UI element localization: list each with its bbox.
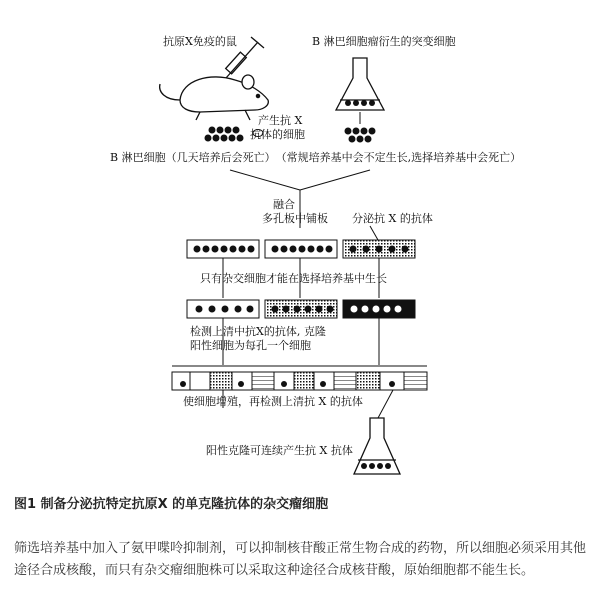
arrow-secrete <box>370 226 378 240</box>
label-grow: 使细胞增殖，再检测上清抗 X 的抗体 <box>183 395 363 408</box>
final-flask-icon <box>354 418 400 474</box>
label-produce: 产生抗 X <box>258 114 303 127</box>
mouse-icon <box>160 75 269 120</box>
label-detect-1: 检测上清中抗X的抗体, 克隆 <box>190 325 326 338</box>
label-mouse: 抗原X免疫的鼠 <box>163 35 237 48</box>
label-hybrid: 只有杂交细胞才能在选择培养基中生长 <box>200 272 387 285</box>
explanation-paragraph: 筛选培养基中加入了氨甲喋呤抑制剂，可以抑制核苷酸正常生物合成的药物，所以细胞必须采用其他途径合成核酸，而只有杂交瘤细胞株可以采取这种途径合成核苷酸，原始细胞都不能生长。 <box>14 541 587 578</box>
label-fuse: 融合 <box>273 198 295 211</box>
culture-flask-icon <box>336 58 384 110</box>
label-detect-2: 阳性细胞为每孔一个细胞 <box>190 339 311 352</box>
label-plate: 多孔板中铺板 <box>262 212 328 225</box>
antibody-cells-left <box>205 127 244 142</box>
label-final: 阳性克隆可连续产生抗 X 抗体 <box>206 444 353 457</box>
figure-caption: 图1 制备分泌抗特定抗原X 的单克隆抗体的杂交瘤细胞 <box>14 497 329 512</box>
label-secrete: 分泌抗 X 的抗体 <box>352 212 433 225</box>
label-produce-2: 抗体的细胞 <box>250 128 305 141</box>
mutant-cells-right <box>345 128 376 143</box>
dilution-strip <box>172 366 427 390</box>
label-mutant-cells: B 淋巴细胞瘤衍生的突变细胞 <box>312 35 456 48</box>
label-b-cell-line: B 淋巴细胞（几天培养后会死亡） （常规培养基中会不定生长,选择培养基中会死亡） <box>110 151 522 164</box>
